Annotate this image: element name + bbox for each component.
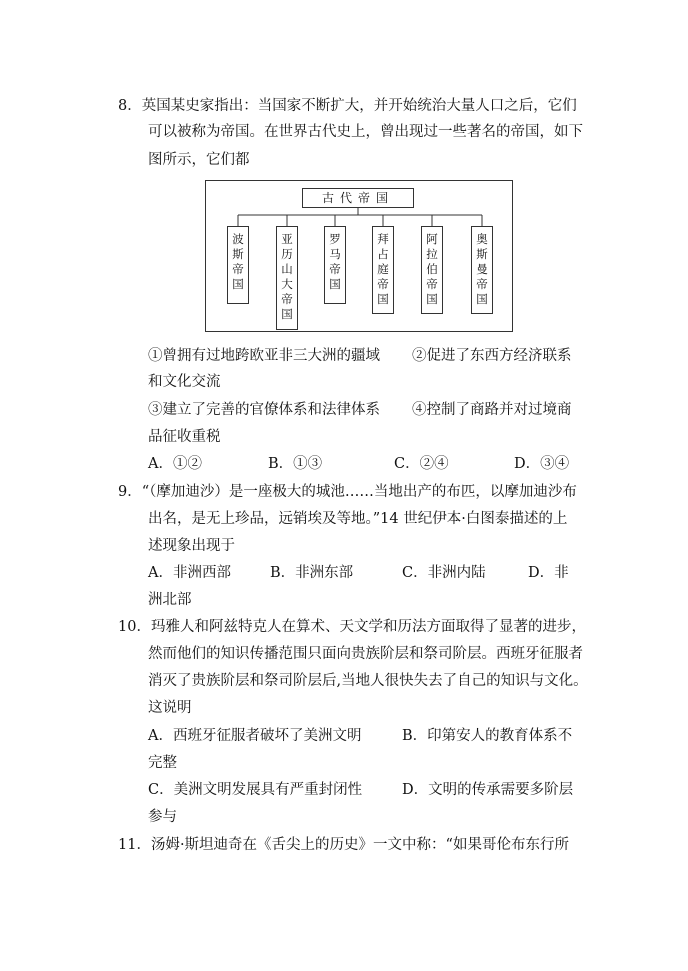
q10-stem-line-3: 消灭了贵族阶层和祭司阶层后,当地人很快失去了自己的知识与文化。: [148, 673, 588, 689]
q10-stem-line-2: 然而他们的知识传播范围只面向贵族阶层和祭司阶层。西班牙征服者: [148, 646, 583, 662]
q9-option-c[interactable]: C．非洲内陆: [402, 565, 486, 581]
q8-option-b[interactable]: B．①③: [268, 456, 323, 472]
diagram-root: 古代帝国: [302, 188, 414, 208]
q8-statement-3: ③建立了完善的官僚体系和法律体系: [148, 402, 380, 418]
q8-statement-4-cont: 品征收重税: [148, 429, 221, 445]
diagram-leaf-rome: 罗马帝国: [324, 226, 346, 304]
q9-option-d[interactable]: D．非: [528, 565, 569, 581]
q9-option-d-cont: 洲北部: [148, 592, 192, 608]
q10-option-d[interactable]: D．文明的传承需要多阶层: [402, 782, 574, 798]
diagram-leaf-persia: 波斯帝国: [227, 226, 249, 304]
q8-stem-line-3: 图所示，它们都: [148, 152, 250, 168]
q10-option-b[interactable]: B．印第安人的教育体系不: [402, 728, 573, 744]
empire-diagram: [205, 180, 513, 332]
q8-statement-1: ①曾拥有过地跨欧亚非三大洲的疆域: [148, 348, 380, 364]
q8-option-c[interactable]: C．②④: [394, 456, 449, 472]
q9-stem-line-2: 出名，是无上珍品，远销埃及等地。”14 世纪伊本·白图泰描述的上: [148, 511, 568, 527]
q8-statement-4: ④控制了商路并对过境商: [412, 402, 572, 418]
q10-option-b-cont: 完整: [148, 755, 177, 771]
diagram-leaf-byzantine: 拜占庭帝国: [372, 226, 394, 314]
q10-stem-line-1: 10．玛雅人和阿兹特克人在算术、天文学和历法方面取得了显著的进步，: [118, 619, 586, 635]
diagram-leaf-ottoman: 奥斯曼帝国: [471, 226, 493, 314]
q9-option-a[interactable]: A．非洲西部: [148, 565, 231, 581]
q10-option-c[interactable]: C．美洲文明发展具有严重封闭性: [148, 782, 363, 798]
q9-option-b[interactable]: B．非洲东部: [270, 565, 354, 581]
q8-stem-line-2: 可以被称为帝国。在世界古代史上，曾出现过一些著名的帝国，如下: [148, 124, 583, 140]
q8-statement-2-cont: 和文化交流: [148, 374, 221, 390]
diagram-leaf-arab: 阿拉伯帝国: [421, 226, 443, 314]
q11-stem-line-1: 11．汤姆·斯坦迪奇在《舌尖上的历史》一文中称：“如果哥伦布东行所: [118, 837, 569, 853]
q10-stem-line-4: 这说明: [148, 700, 192, 716]
q8-option-d[interactable]: D．③④: [514, 456, 570, 472]
q8-option-a[interactable]: A．①②: [148, 456, 202, 472]
q8-statement-2: ②促进了东西方经济联系: [412, 348, 572, 364]
diagram-leaf-alexander: 亚历山大帝国: [276, 226, 298, 330]
q9-stem-line-1: 9．“（摩加迪沙）是一座极大的城池……当地出产的布匹，以摩加迪沙布: [118, 484, 577, 500]
q8-stem-line-1: 8．英国某史家指出：当国家不断扩大，并开始统治大量人口之后，它们: [118, 98, 577, 114]
q10-option-a[interactable]: A．西班牙征服者破坏了美洲文明: [148, 728, 362, 744]
q9-stem-line-3: 述现象出现于: [148, 538, 235, 554]
q10-option-d-cont: 参与: [148, 809, 177, 825]
